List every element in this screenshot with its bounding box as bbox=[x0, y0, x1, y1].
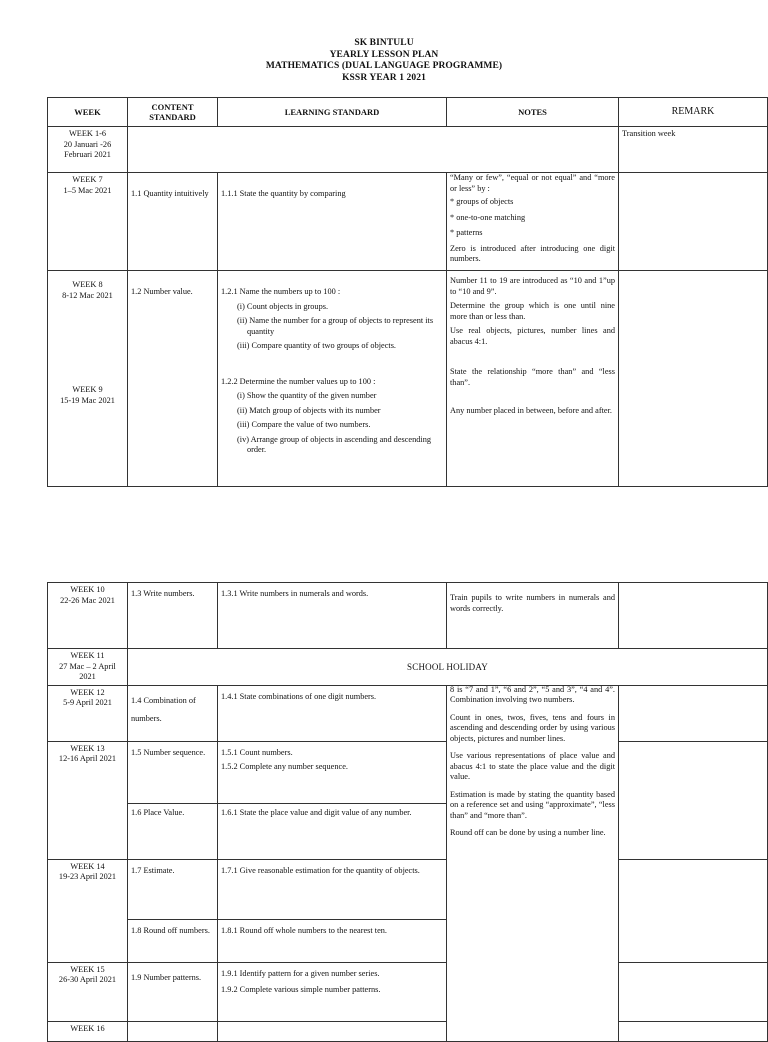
week-cell bbox=[48, 1021, 128, 1041]
table-row bbox=[48, 962, 768, 1021]
week-label: WEEK 12 bbox=[70, 687, 105, 697]
subject-title: MATHEMATICS (DUAL LANGUAGE PROGRAMME) bbox=[265, 61, 503, 71]
learning-cell bbox=[218, 859, 447, 919]
col-notes: NOTES bbox=[447, 98, 619, 127]
learning-cell bbox=[218, 741, 447, 803]
learning-cell bbox=[218, 919, 447, 962]
week-date: 19-23 April 2021 bbox=[58, 872, 117, 881]
table-row bbox=[48, 859, 768, 919]
learning-cell bbox=[218, 962, 447, 1021]
table-row bbox=[48, 173, 768, 271]
note-text: Number 11 to 19 are introduced as “10 and 1”up to “10 and 9”. bbox=[450, 276, 615, 296]
learning-text: 1.2.1 Name the numbers up to 100 : bbox=[221, 287, 341, 296]
remark-cell bbox=[619, 583, 768, 649]
week-label: WEEK 8 bbox=[72, 280, 103, 289]
week-label: WEEK 10 bbox=[70, 585, 105, 594]
col-learning-standard: LEARNING STANDARD bbox=[218, 98, 447, 127]
week-date: 12-16 April 2021 bbox=[58, 754, 117, 763]
week-label: WEEK 13 bbox=[70, 743, 105, 753]
learning-cell bbox=[218, 173, 447, 271]
note-text: “Many or few”, “equal or not equal” and “more or less” by : bbox=[450, 173, 615, 193]
lesson-plan-table-2 bbox=[47, 582, 768, 1042]
content-cell bbox=[128, 685, 218, 741]
week-date: 22-26 Mac 2021 bbox=[60, 595, 115, 605]
week-label: WEEK 1-6 bbox=[68, 129, 107, 138]
learning-text: 1.1.1 State the quantity by comparing bbox=[221, 189, 346, 198]
note-text: Train pupils to write numbers in numerals and words correctly. bbox=[450, 593, 615, 613]
remark-cell bbox=[619, 271, 768, 487]
week-cell bbox=[48, 173, 128, 271]
content-cell bbox=[128, 803, 218, 859]
table-header-row bbox=[48, 98, 768, 127]
table-row bbox=[48, 271, 768, 487]
content-text: 1.7 Estimate. bbox=[131, 865, 175, 875]
learning-text: 1.7.1 Give reasonable estimation for the quantity of objects. bbox=[221, 865, 420, 875]
content-text: 1.4 Combination of numbers. bbox=[131, 695, 196, 723]
content-cell bbox=[128, 173, 218, 271]
note-text: Zero is introduced after introducing one digit numbers. bbox=[450, 243, 615, 263]
table-row bbox=[48, 583, 768, 649]
learning-text: 1.8.1 Round off whole numbers to the nearest ten. bbox=[221, 925, 387, 935]
learning-cell bbox=[218, 271, 447, 487]
learning-subitem: (i) Show the quantity of the given number bbox=[237, 391, 377, 400]
learning-text: 1.9.2 Complete various simple number patterns. bbox=[221, 985, 381, 994]
week-date: 5-9 April 2021 bbox=[63, 698, 112, 707]
week-cell bbox=[48, 583, 128, 649]
content-text: 1.5 Number sequence. bbox=[131, 747, 206, 757]
notes-cell bbox=[447, 685, 619, 1041]
note-text: Estimation is made by stating the quantity based on a reference set and using “approximate”, “less than” and “more than”. bbox=[450, 789, 615, 820]
learning-subitem: (i) Count objects in groups. bbox=[237, 301, 329, 311]
week-date: 15-19 Mac 2021 bbox=[60, 395, 115, 405]
table-row bbox=[48, 741, 768, 803]
week-cell bbox=[48, 127, 128, 173]
col-week: WEEK bbox=[48, 98, 128, 127]
empty-cell bbox=[128, 127, 619, 173]
content-text: 1.1 Quantity intuitively bbox=[131, 189, 209, 198]
week-date: 20 Januari -26 Februari 2021 bbox=[63, 139, 112, 159]
note-text: Use real objects, pictures, number lines and abacus 4:1. bbox=[450, 326, 615, 346]
content-cell bbox=[128, 1021, 218, 1041]
week-label: WEEK 7 bbox=[72, 175, 103, 184]
week-cell bbox=[48, 962, 128, 1021]
table-row bbox=[48, 685, 768, 741]
remark-cell bbox=[619, 685, 768, 741]
note-bullet: * one-to-one matching bbox=[450, 212, 526, 222]
week-date: 8-12 Mac 2021 bbox=[62, 290, 113, 300]
note-text: State the relationship “more than” and “less than”. bbox=[450, 367, 615, 387]
curriculum-year: KSSR YEAR 1 2021 bbox=[342, 72, 426, 83]
learning-text: 1.3.1 Write numbers in numerals and words. bbox=[221, 589, 369, 598]
remark-cell bbox=[619, 962, 768, 1021]
learning-text: 1.5.1 Count numbers. bbox=[221, 747, 293, 757]
content-text: 1.6 Place Value. bbox=[131, 807, 185, 817]
learning-text: 1.2.2 Determine the number values up to 100 : bbox=[221, 376, 376, 386]
learning-subitem: (ii) Name the number for a group of objects to represent its quantity bbox=[237, 316, 434, 336]
notes-cell bbox=[619, 1021, 768, 1041]
remark-cell bbox=[619, 741, 768, 859]
learning-subitem: (iii) Compare the value of two numbers. bbox=[237, 420, 371, 429]
week-cell bbox=[48, 741, 128, 859]
remark-cell bbox=[619, 173, 768, 271]
content-text: 1.8 Round off numbers. bbox=[131, 925, 210, 935]
learning-cell bbox=[218, 803, 447, 859]
content-text: 1.2 Number value. bbox=[131, 287, 193, 296]
week-label: WEEK 16 bbox=[70, 1023, 105, 1033]
learning-subitem: (ii) Match group of objects with its number bbox=[237, 405, 381, 415]
week-label: WEEK 11 bbox=[70, 651, 105, 660]
col-remark: REMARK bbox=[619, 98, 768, 127]
note-bullet: * groups of objects bbox=[450, 197, 514, 206]
content-cell bbox=[128, 583, 218, 649]
col-content-standard: CONTENT STANDARD bbox=[128, 98, 218, 127]
content-cell bbox=[128, 962, 218, 1021]
note-text: Count in ones, twos, fives, tens and fours in ascending and descending order by using various objects, pictures and number lines. bbox=[450, 712, 615, 743]
table-row bbox=[48, 649, 768, 686]
content-text: 1.3 Write numbers. bbox=[131, 589, 195, 598]
school-name: SK BINTULU bbox=[354, 38, 414, 48]
content-cell bbox=[128, 919, 218, 962]
learning-subitem: (iii) Compare quantity of two groups of objects. bbox=[237, 341, 396, 350]
week-cell bbox=[48, 649, 128, 686]
learning-text: 1.5.2 Complete any number sequence. bbox=[221, 762, 348, 771]
note-bullet: * patterns bbox=[450, 228, 483, 237]
content-cell bbox=[128, 741, 218, 803]
school-holiday-cell: SCHOOL HOLIDAY bbox=[128, 649, 768, 686]
week-cell bbox=[48, 859, 128, 962]
note-text: Determine the group which is one until nine more than or less than. bbox=[450, 301, 615, 321]
remark-cell bbox=[619, 859, 768, 962]
week-cell bbox=[48, 685, 128, 741]
note-text: Any number placed in between, before and after. bbox=[450, 406, 612, 415]
plan-title: YEARLY LESSON PLAN bbox=[329, 49, 439, 60]
learning-subitem: (iv) Arrange group of objects in ascending and descending order. bbox=[237, 434, 431, 454]
note-text: Use various representations of place value and abacus 4:1 to state the place value and the digit value. bbox=[450, 751, 615, 781]
note-text: Round off can be done by using a number line. bbox=[450, 828, 606, 837]
learning-text: 1.6.1 State the place value and digit value of any number. bbox=[221, 807, 412, 817]
notes-cell bbox=[447, 583, 619, 649]
week-cell bbox=[48, 271, 128, 487]
learning-text: 1.9.1 Identify pattern for a given number series. bbox=[221, 968, 380, 978]
week-label: WEEK 9 bbox=[72, 385, 103, 394]
week-label: WEEK 15 bbox=[70, 964, 105, 974]
content-text: 1.9 Number patterns. bbox=[131, 972, 202, 982]
week-date: 27 Mac – 2 April 2021 bbox=[59, 661, 116, 681]
table-row bbox=[48, 1021, 768, 1041]
learning-cell bbox=[218, 583, 447, 649]
remark-cell: Transition week bbox=[619, 127, 768, 173]
week-date: 1–5 Mac 2021 bbox=[63, 185, 112, 195]
learning-cell bbox=[218, 685, 447, 741]
notes-cell bbox=[447, 271, 619, 487]
learning-text: 1.4.1 State combinations of one digit numbers. bbox=[221, 691, 377, 701]
document-header bbox=[0, 38, 768, 84]
week-label: WEEK 14 bbox=[70, 861, 105, 871]
content-cell bbox=[128, 859, 218, 919]
lesson-plan-table-1 bbox=[47, 97, 768, 487]
week-date: 26-30 April 2021 bbox=[58, 975, 117, 984]
learning-cell bbox=[218, 1021, 447, 1041]
notes-cell bbox=[447, 173, 619, 271]
content-cell bbox=[128, 271, 218, 487]
table-row bbox=[48, 127, 768, 173]
note-text: 8 is “7 and 1”, “6 and 2”, “5 and 3”, “4 and 4”. Combination involving two numbers. bbox=[450, 684, 615, 704]
